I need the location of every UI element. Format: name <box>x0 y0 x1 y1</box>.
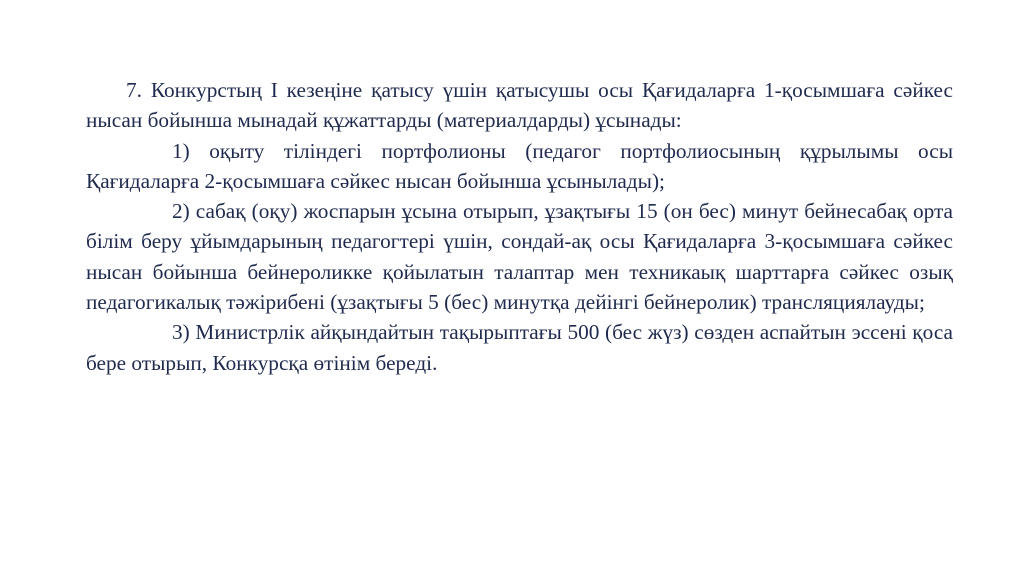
list-item-2: 2) сабақ (оқу) жоспарын ұсына отырып, ұзақтығы 15 (он бес) минут бейнесабақ орта білім беру ұйымдарының педагогтері үшін, сондай-ақ осы Қағидаларға 3-қосымшаға сәйкес нысан бойынша бейнероликке қойылатын талаптар мен техникаық шарттарға сәйкес озық педагогикалық тәжірибені (ұзақтығы 5 (бес) минутқа дейінгі бейнеролик) трансляциялауды; <box>86 199 953 315</box>
list-item-3: 3) Министрлік айқындайтын тақырыптағы 500 (бес жүз) сөзден аспайтын эссені қоса бере отырып, Конкурсқа өтінім береді. <box>86 320 953 375</box>
list-item-1: 1) оқыту тіліндегі портфолионы (педагог портфолиосының құрылымы осы Қағидаларға 2-қосымшаға сәйкес нысан бойынша ұсынылады); <box>86 138 953 193</box>
paragraph-intro: 7. Конкурстың І кезеңіне қатысу үшін қатысушы осы Қағидаларға 1-қосымшаға сәйкес нысан бойынша мынадай құжаттарды (материалдарды) ұсынады: <box>86 78 953 133</box>
document-body <box>86 75 953 378</box>
